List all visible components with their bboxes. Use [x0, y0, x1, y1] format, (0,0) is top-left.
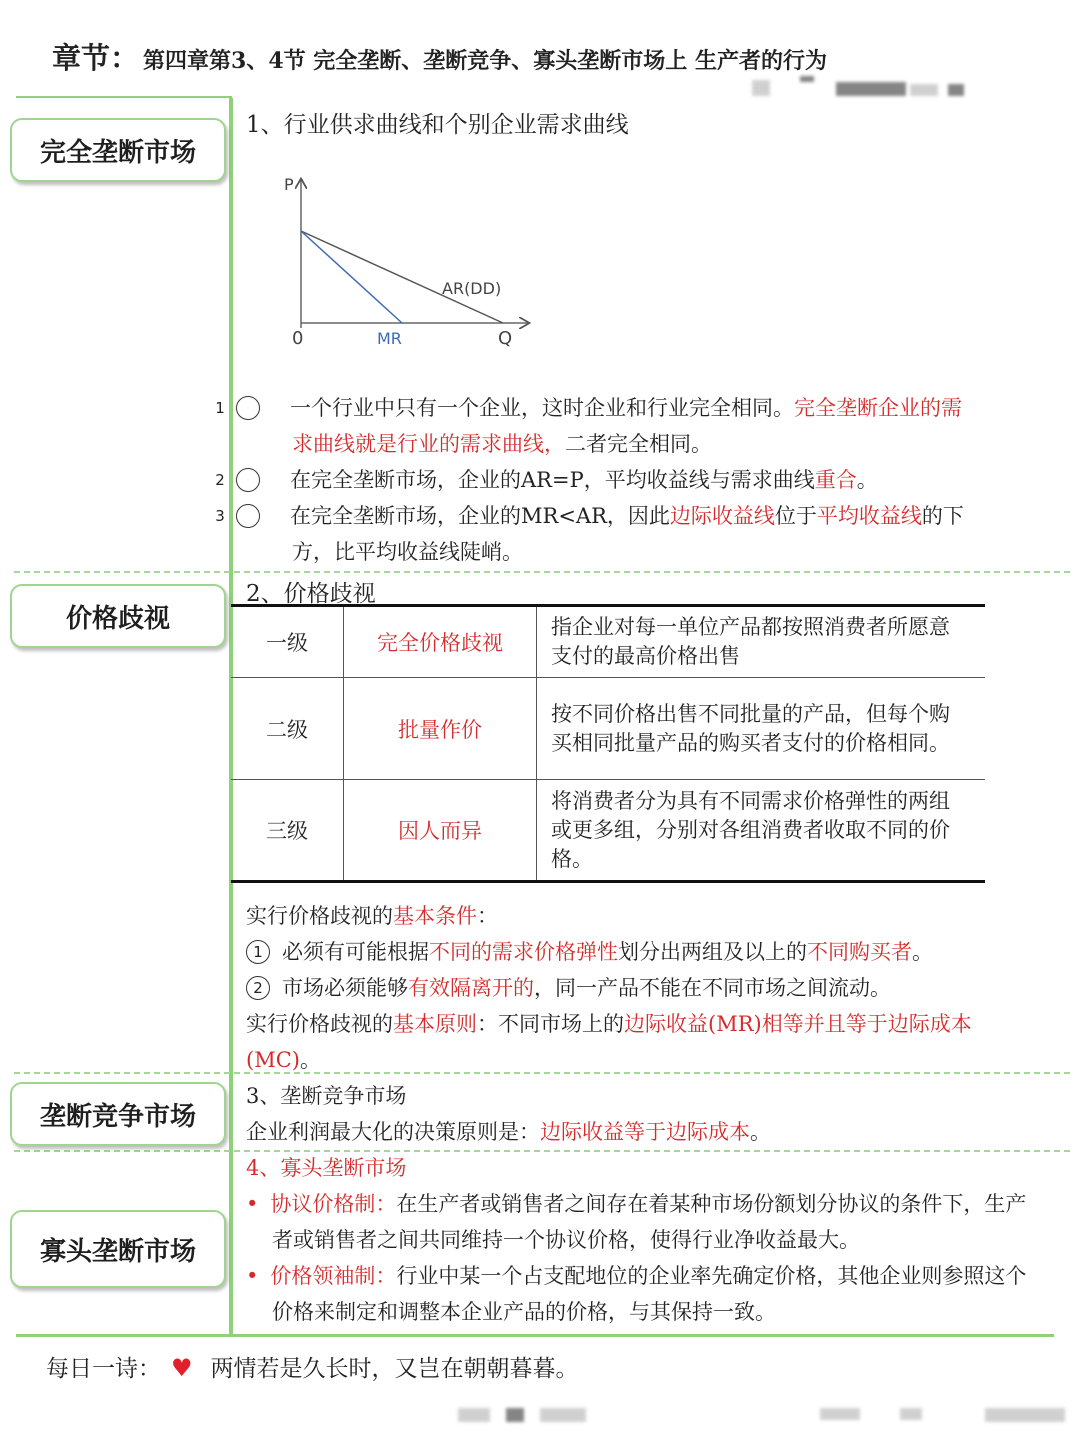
top-rule — [16, 96, 232, 98]
point-number: 3 — [236, 504, 260, 528]
poem-label: 每日一诗： — [46, 1356, 161, 1382]
type-cell: 批量作价 — [344, 678, 537, 780]
section-tag-monopolistic-competition: 垄断竞争市场 — [10, 1082, 226, 1146]
oligopoly-item: • 价格领袖制：行业中某一个占支配地位的企业率先确定价格，其他企业则参照这个价格来制定和调整本企业产品的价格，与其保持一致。 — [246, 1264, 1027, 1324]
heading-price-discrimination: 2、价格歧视 — [246, 581, 376, 607]
section-tag-price-discrimination: 价格歧视 — [10, 584, 226, 648]
watermark-blur — [458, 1408, 490, 1422]
section-divider — [14, 571, 1070, 573]
heading-monopolistic-competition: 3、垄断竞争市场 — [246, 1084, 407, 1108]
description-cell: 将消费者分为具有不同需求价格弹性的两组或更多组，分别对各组消费者收取不同的价格。 — [537, 780, 986, 882]
point-number: 1 — [236, 396, 260, 420]
point-2: 2 在完全垄断市场，企业的AR=P，平均收益线与需求曲线重合。 — [215, 468, 878, 492]
y-axis-label: P — [284, 175, 294, 194]
page-header — [52, 36, 1062, 80]
watermark-blur — [900, 1408, 922, 1420]
ar-curve — [301, 231, 503, 323]
principle: 实行价格歧视的基本原则：不同市场上的边际收益(MR)相等并且等于边际成本(MC)。 — [246, 1012, 972, 1072]
degree-cell: 一级 — [231, 606, 344, 678]
watermark-blur — [800, 76, 814, 82]
conditions-heading: 实行价格歧视的基本条件： — [246, 904, 498, 928]
oligopoly-block — [246, 1150, 1046, 1330]
demand-chart — [282, 168, 552, 358]
bottom-rule — [16, 1334, 1054, 1337]
oligopoly-item: • 协议价格制：在生产者或销售者之间存在着某种市场份额划分协议的条件下，生产者或销售者之间共同维持一个协议价格，使得行业净收益最大。 — [246, 1192, 1027, 1252]
chapter-label: 章节： — [52, 41, 140, 75]
monopolistic-block — [246, 1078, 1036, 1150]
point-3: 3 在完全垄断市场，企业的MR<AR，因此边际收益线位于平均收益线的下方，比平均收益线陡峭。 — [215, 504, 964, 564]
ar-label: AR(DD) — [442, 279, 502, 298]
condition-2: 2 市场必须能够有效隔离开的，同一产品不能在不同市场之间流动。 — [246, 970, 1036, 1006]
description-cell: 按不同价格出售不同批量的产品，但每个购买相同批量产品的购买者支付的价格相同。 — [537, 678, 986, 780]
table-row — [231, 678, 985, 780]
condition-1: 1 必须有可能根据不同的需求价格弹性划分出两组及以上的不同购买者。 — [246, 934, 1036, 970]
description-cell: 指企业对每一单位产品都按照消费者所愿意支付的最高价格出售 — [537, 606, 986, 678]
origin-label: 0 — [292, 328, 304, 349]
chapter-title: 第四章第3、4节 完全垄断、垄断竞争、寡头垄断市场上 生产者的行为 — [143, 48, 827, 74]
price-discrimination-table — [231, 604, 985, 883]
bullet-icon: • — [246, 1192, 259, 1216]
type-cell: 完全价格歧视 — [344, 606, 537, 678]
decision-rule: 企业利润最大化的决策原则是：边际收益等于边际成本。 — [246, 1120, 771, 1144]
table-row — [231, 780, 985, 882]
watermark-blur — [836, 82, 906, 96]
mr-curve — [301, 231, 402, 323]
x-axis-label: Q — [498, 328, 513, 349]
discrimination-notes — [246, 898, 1036, 1078]
watermark-blur — [752, 80, 770, 96]
daily-poem — [46, 1350, 579, 1383]
watermark-blur — [540, 1408, 586, 1422]
poem-text: 两情若是久长时，又岂在朝朝暮暮。 — [210, 1356, 579, 1382]
degree-cell: 三级 — [231, 780, 344, 882]
heading-oligopoly: 4、寡头垄断市场 — [246, 1156, 407, 1180]
watermark-blur — [985, 1408, 1065, 1422]
watermark-blur — [910, 84, 938, 96]
condition-number: 1 — [246, 940, 270, 964]
heart-icon: ♥ — [171, 1354, 193, 1382]
watermark-blur — [506, 1408, 524, 1422]
bullet-icon: • — [246, 1264, 259, 1288]
mr-label: MR — [377, 329, 402, 348]
monopoly-points — [215, 390, 976, 570]
heading-monopoly: 1、行业供求曲线和个别企业需求曲线 — [246, 112, 629, 138]
table-row — [231, 606, 985, 678]
section-tag-oligopoly: 寡头垄断市场 — [10, 1210, 226, 1288]
degree-cell: 二级 — [231, 678, 344, 780]
type-cell: 因人而异 — [344, 780, 537, 882]
point-1: 1 一个行业中只有一个企业，这时企业和行业完全相同。完全垄断企业的需求曲线就是行业的需求曲线，二者完全相同。 — [215, 396, 962, 456]
condition-number: 2 — [246, 976, 270, 1000]
watermark-blur — [820, 1408, 860, 1420]
section-tag-monopoly: 完全垄断市场 — [10, 118, 226, 182]
watermark-blur — [948, 84, 964, 96]
point-number: 2 — [236, 468, 260, 492]
